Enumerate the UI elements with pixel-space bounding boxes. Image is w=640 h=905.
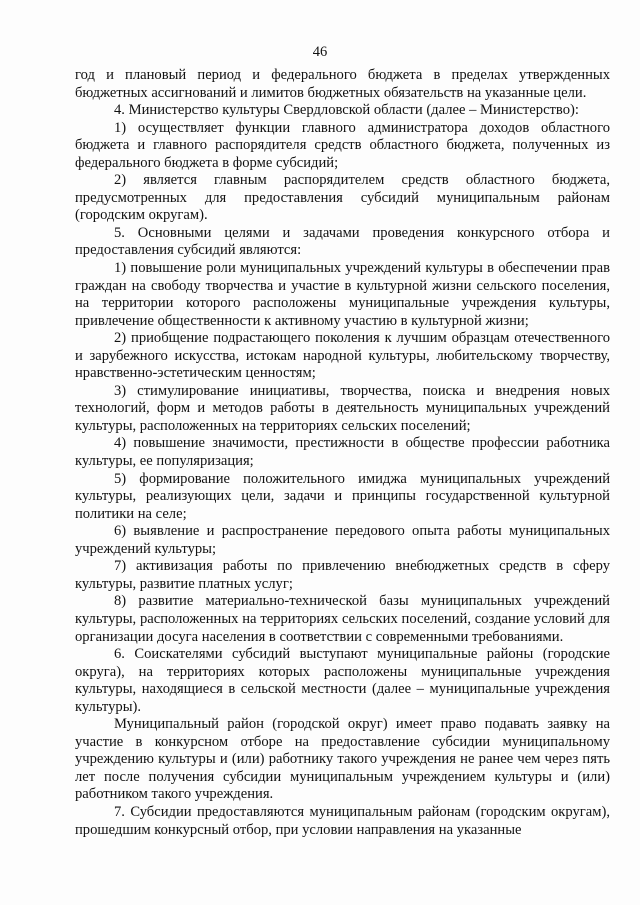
paragraph-item-5-6: 6) выявление и распространение передового опыта работы муниципальных учреждений культуры;: [75, 523, 610, 557]
paragraph-item-7: 7. Субсидии предоставляются муниципальным районам (городским округам), прошедшим конкурсный отбор, при условии направления на указанные: [75, 803, 610, 838]
page-number: 46: [312, 44, 328, 60]
paragraph-continuation: год и плановый период и федерального бюджета в пределах утвержденных бюджетных ассигнований и лимитов бюджетных обязательств на указанные цели.: [75, 67, 610, 101]
paragraph-item-5-3: 3) стимулирование инициативы, творчества, поиска и внедрения новых технологий, форм и методов работы в деятельность муниципальных учреждений культуры, расположенных на территориях сельских поселений;: [75, 382, 610, 434]
paragraph-item-5-5: 5) формирование положительного имиджа муниципальных учреждений культуры, реализующих цели, задачи и принципы государственной культурной политики на селе;: [75, 470, 610, 522]
paragraph-item-5-8: 8) развитие материально-технической базы муниципальных учреждений культуры, расположенных на территориях сельских поселений, создание условий для организации досуга населения в соответствии с современными требованиями.: [75, 593, 610, 645]
document-body: [75, 67, 610, 839]
paragraph-item-5-2: 2) приобщение подрастающего поколения к лучшим образцам отечественного и зарубежного искусства, истокам народной культуры, любительскому творчеству, нравственно-эстетическим ценностям;: [75, 330, 610, 382]
paragraph-item-6: 6. Соискателями субсидий выступают муниципальные районы (городские округа), на территориях которых расположены муниципальные учреждения культуры, находящиеся в сельской местности (далее – муниципальные учреждения культуры).: [75, 646, 610, 715]
paragraph-item-6-b: Муниципальный район (городской округ) имеет право подавать заявку на участие в конкурсном отборе на предоставление субсидии муниципальному учреждению культуры и (или) работнику такого учреждения не ранее чем через пять лет после получения субсидии муниципальным учреждением культуры и (или) работником такого учреждения.: [75, 716, 610, 803]
paragraph-item-5-1: 1) повышение роли муниципальных учреждений культуры в обеспечении прав граждан на свободу творчества и участие в культурной жизни сельского поселения, на территории которого расположены муниципальные учреждения культуры, привлечение общественности к активному участию в культурной жизни;: [75, 260, 610, 329]
paragraph-item-5: 5. Основными целями и задачами проведения конкурсного отбора и предоставления субсидий являются:: [75, 224, 610, 259]
paragraph-item-4-1: 1) осуществляет функции главного администратора доходов областного бюджета и главного распорядителя средств областного бюджета, полученных из федерального бюджета в форме субсидий;: [75, 119, 610, 171]
paragraph-item-5-4: 4) повышение значимости, престижности в обществе профессии работника культуры, ее популяризация;: [75, 435, 610, 470]
paragraph-item-5-7: 7) активизация работы по привлечению внебюджетных средств в сферу культуры, развитие платных услуг;: [75, 558, 610, 592]
paragraph-item-4-2: 2) является главным распорядителем средств областного бюджета, предусмотренных для предоставления субсидий муниципальным районам (городским округам).: [75, 172, 610, 224]
paragraph-item-4: 4. Министерство культуры Свердловской области (далее – Министерство):: [114, 102, 579, 119]
